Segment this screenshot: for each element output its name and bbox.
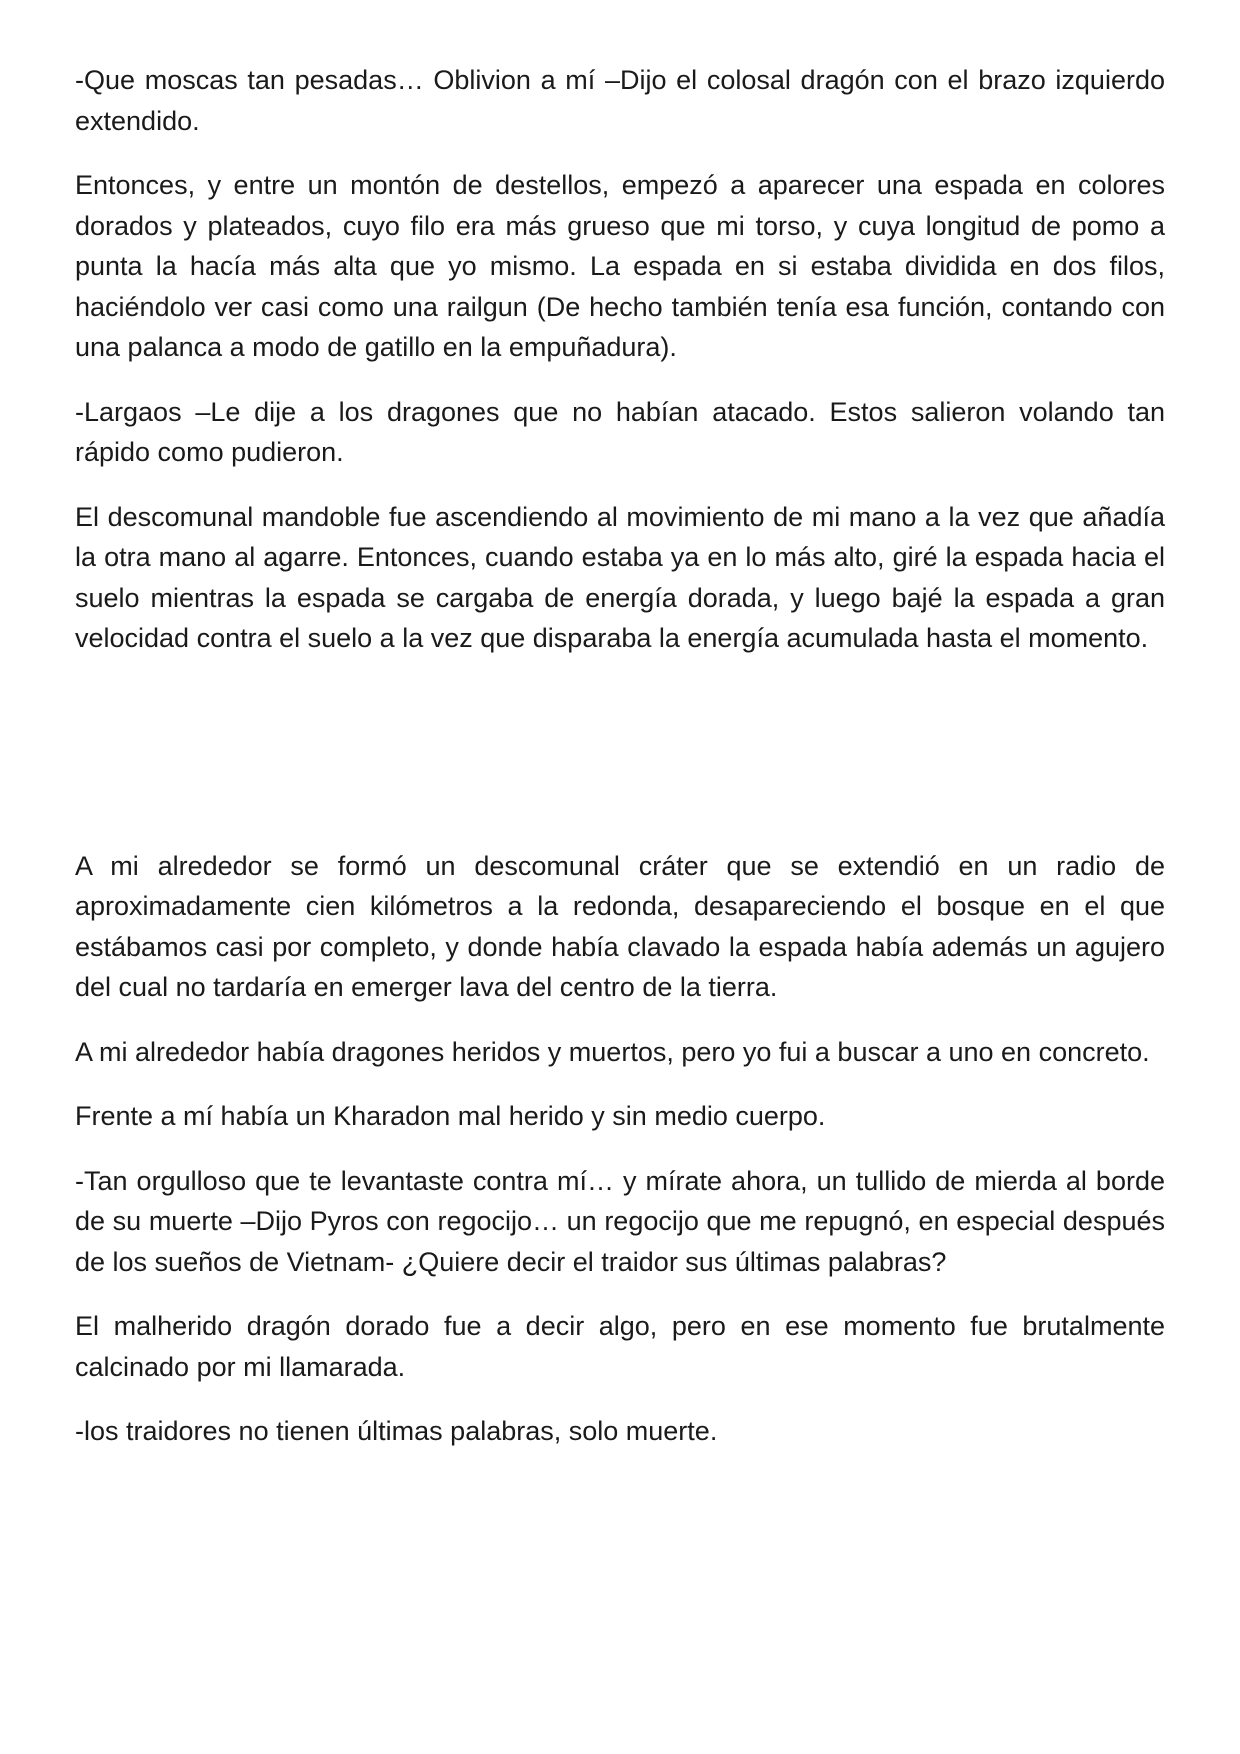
paragraph: -Que moscas tan pesadas… Oblivion a mí –Dijo el colosal dragón con el brazo izquierdo extendido. (75, 65, 1165, 136)
paragraph: -Largaos –Le dije a los dragones que no habían atacado. Estos salieron volando tan rápido como pudieron. (75, 396, 1165, 467)
paragraph: A mi alrededor había dragones heridos y muertos, pero yo fui a buscar a uno en concreto. (75, 1036, 1150, 1067)
section-gap (75, 683, 1165, 846)
paragraph: El descomunal mandoble fue ascendiendo al movimiento de mi mano a la vez que añadía la otra mano al agarre. Entonces, cuando estaba ya en lo más alto, giré la espada hacia el suelo mientras la espada se cargaba de energía dorada, y luego bajé la espada a gran velocidad contra el suelo a la vez que disparaba la energía acumulada hasta el momento. (75, 501, 1165, 653)
paragraph: Entonces, y entre un montón de destellos, empezó a aparecer una espada en colores dorados y plateados, cuyo filo era más grueso que mi torso, y cuya longitud de pomo a punta la hacía más alta que yo mismo. La espada en si estaba dividida en dos filos, haciéndolo ver casi como una railgun (De hecho también tenía esa función, contando con una palanca a modo de gatillo en la empuñadura). (75, 170, 1165, 362)
paragraph: -los traidores no tienen últimas palabras, solo muerte. (75, 1416, 718, 1446)
document-page (75, 60, 1165, 1740)
paragraph: Frente a mí había un Kharadon mal herido y sin medio cuerpo. (75, 1101, 826, 1131)
paragraph: -Tan orgulloso que te levantaste contra mí… y mírate ahora, un tullido de mierda al borde de su muerte –Dijo Pyros con regocijo… un regocijo que me repugnó, en especial después de los sueños de Vietnam- ¿Quiere decir el traidor sus últimas palabras? (75, 1165, 1165, 1277)
paragraph: A mi alrededor se formó un descomunal cráter que se extendió en un radio de aproximadamente cien kilómetros a la redonda, desapareciendo el bosque en el que estábamos casi por completo, y donde había clavado la espada había además un agujero del cual no tardaría en emerger lava del centro de la tierra. (75, 850, 1165, 1002)
paragraph: El malherido dragón dorado fue a decir algo, pero en ese momento fue brutalmente calcinado por mi llamarada. (75, 1311, 1165, 1382)
